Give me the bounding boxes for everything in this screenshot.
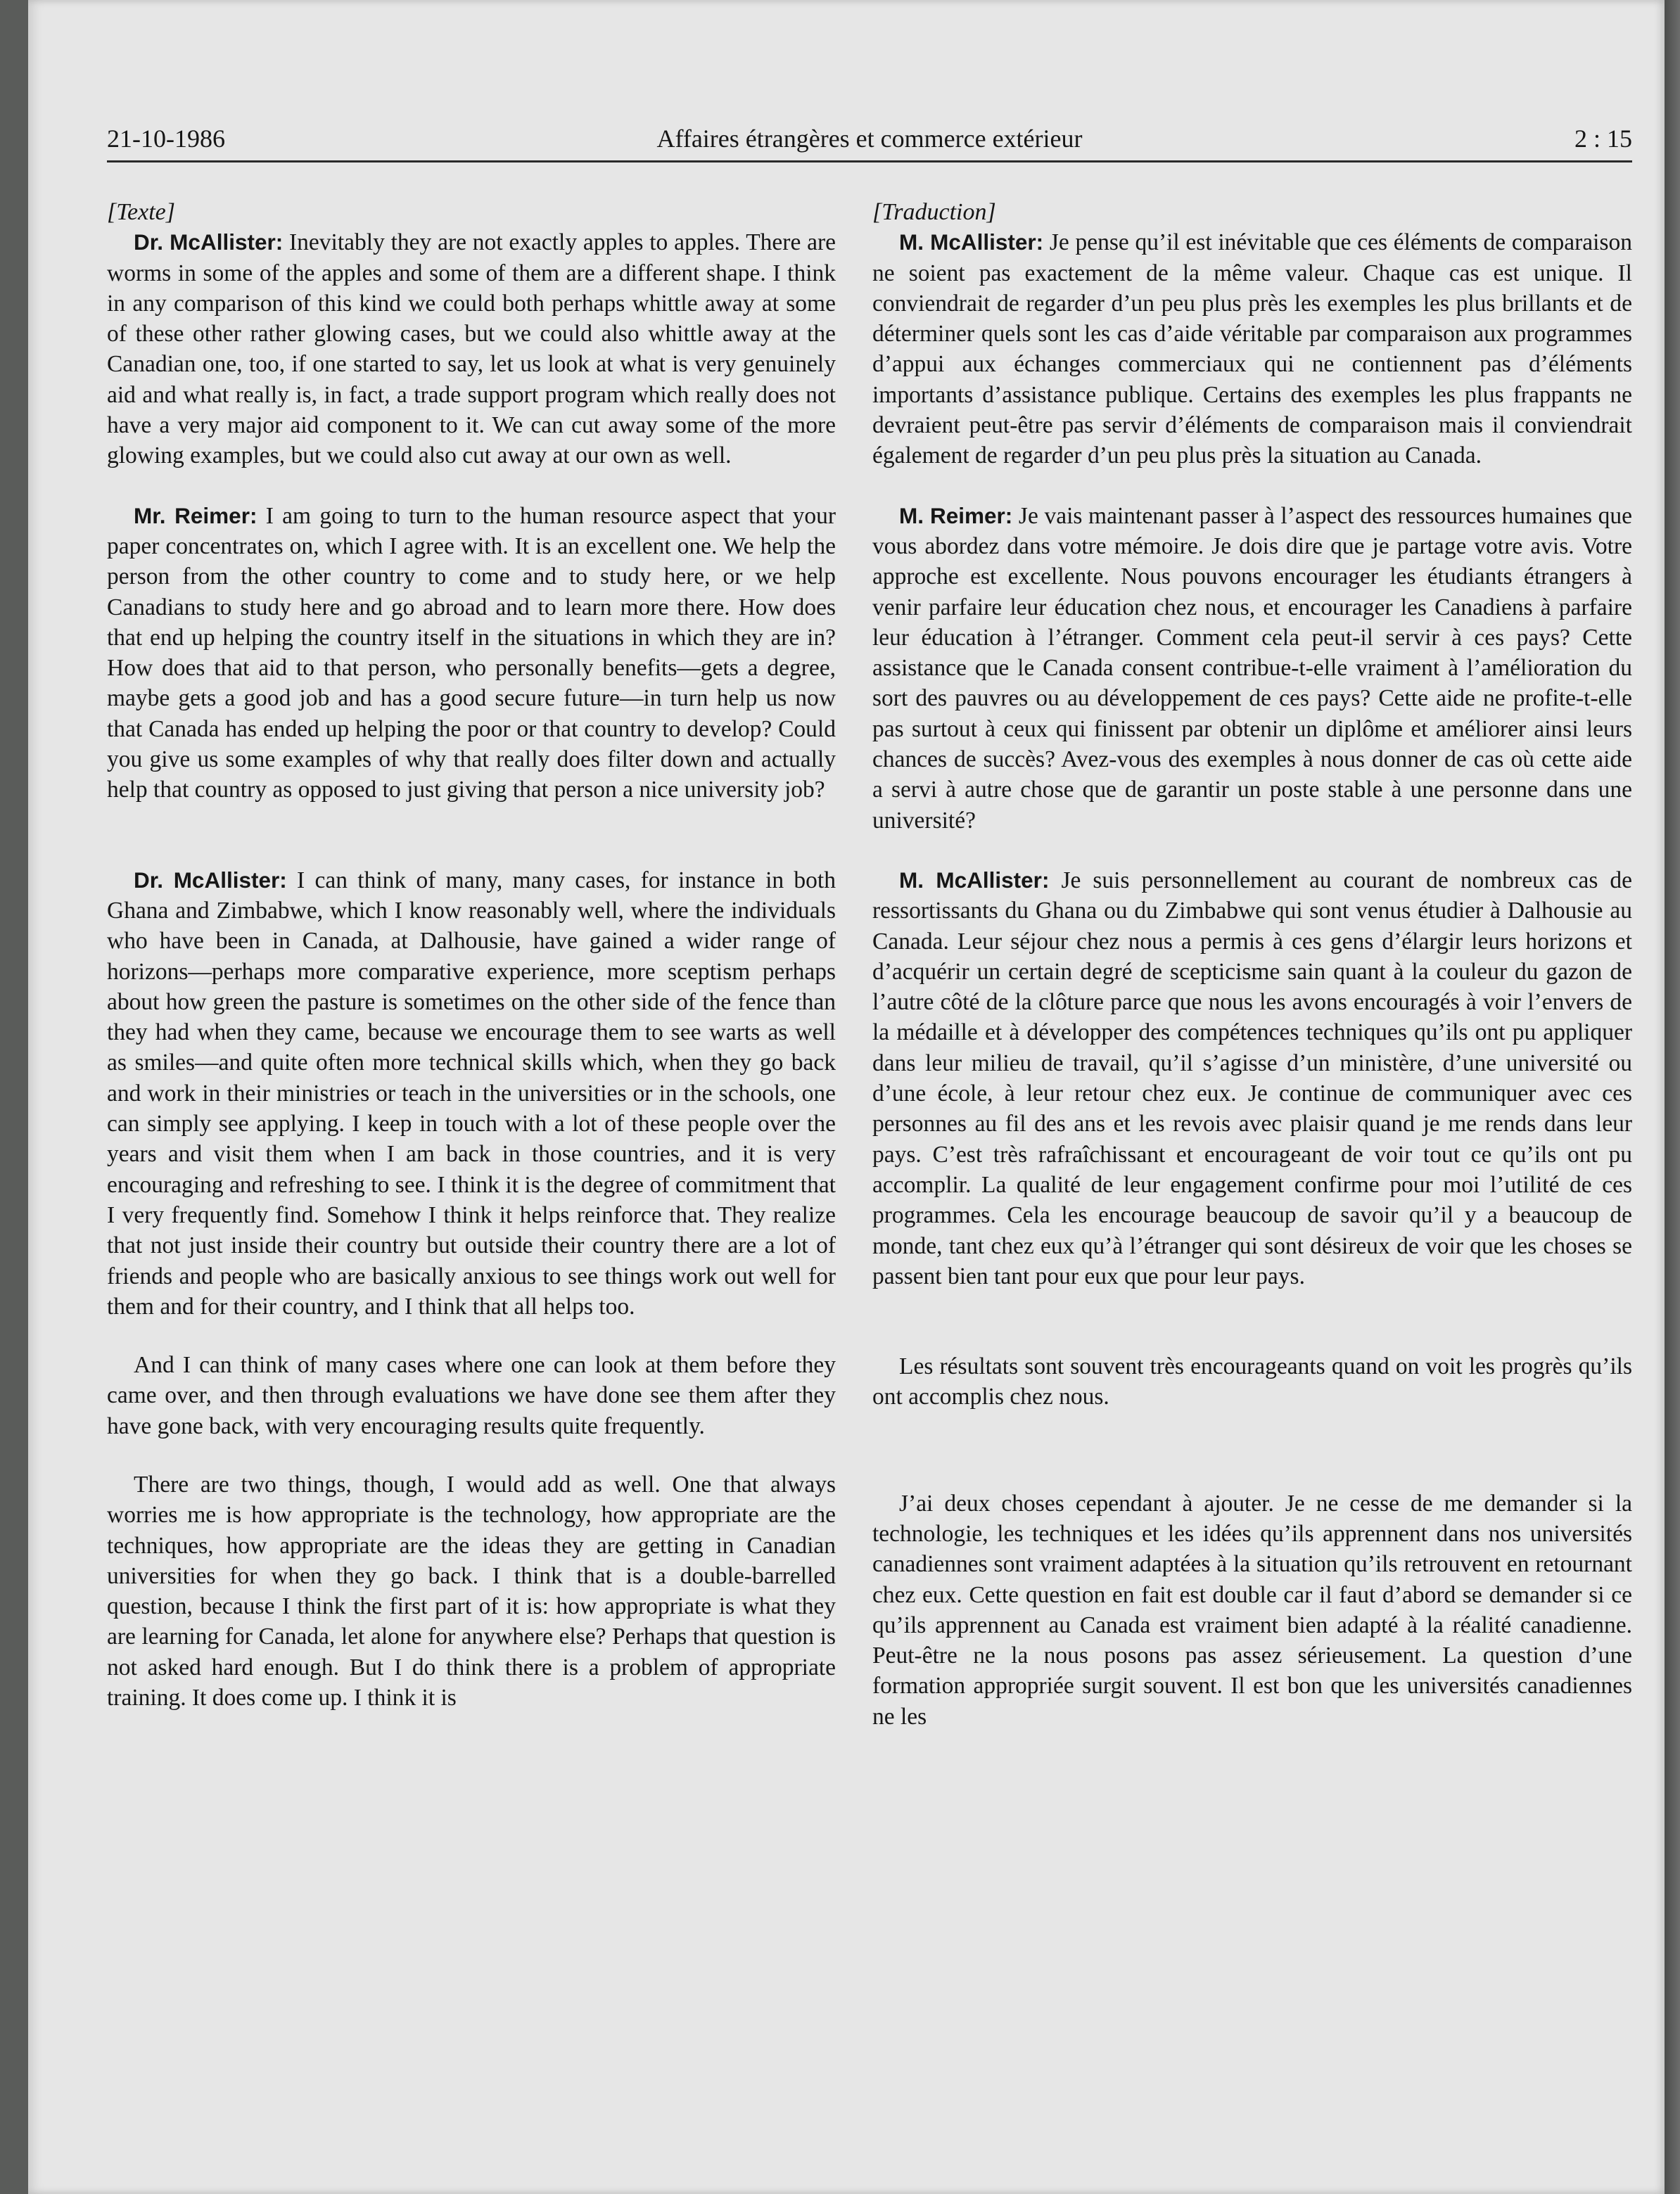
- header-page-number: 2 : 15: [1574, 125, 1632, 153]
- column-label-traduction: [Traduction]: [872, 199, 996, 225]
- paragraph-text: I am going to turn to the human resource aspect that your paper concentrates on, which I agree with. It is an excellent one. We help the person from the other country to come and to study here, or we help Canadians to study here and go abroad and to learn more there. How does that end up helping the country itself in the situations in which they are in? How does that aid to that person, who personally benefits—gets a degree, maybe gets a good job and has a good secure future—in turn help us now that Canada has ended up helping the poor or that country to develop? Could you give us some examples of why that really does filter down and actually help that country as opposed to just giving that person a nice university job?: [107, 502, 836, 803]
- paragraph-text: Je pense qu’il est inévitable que ces éléments de comparaison ne soient pas exactement de la même valeur. Chaque cas est unique. Il conviendrait de regarder d’un peu plus près les exemples les plus brillants et de déterminer quels sont les cas d’aide véritable par comparaison aux programmes d’appui aux échanges commerciaux qui ne contiennent pas d’éléments importants d’assistance publique. Certains des exemples les plus frappants ne devraient peut-être pas servir d’éléments de comparaison mais il conviendrait également de regarder d’un peu plus près la situation au Canada.: [872, 229, 1632, 469]
- paragraph-text: Inevitably they are not exactly apples to apples. There are worms in some of the apples and some of them are a different shape. I think in any comparison of this kind we could both perhaps whittle away at some of these other rather glowing cases, but we could also whittle away at the Canadian one, too, if one started to say, let us look at what is very genuinely aid and what really is, in fact, a trade support program which really does not have a very major aid component to it. We can cut away some of the more glowing examples, but we could also cut away at our own as well.: [107, 229, 836, 469]
- speaker-name: M. McAllister:: [899, 229, 1044, 255]
- document-page: [28, 0, 1665, 2194]
- paragraph-left-2: [107, 501, 836, 805]
- paragraph-left-4: [107, 1350, 836, 1441]
- left-column-english: [107, 197, 836, 1713]
- paragraph-left-1: [107, 227, 836, 471]
- paragraph-text: Je vais maintenant passer à l’aspect des ressources humaines que vous abordez dans votre mémoire. Je dois dire que je partage votre avis. Votre approche est excellente. Nous pouvons encourager les étudiants étrangers à venir parfaire leur éducation chez nous, et encourager les Canadiens à parfaire leur éducation à l’étranger. Comment cela peut-il servir à ces pays? Cette assistance que le Canada consent contribue-t-elle vraiment à l’amélioration du sort des pauvres ou au développement de ces pays? Cette aide ne profite-t-elle pas surtout à ceux qui finissent par obtenir un diplôme et améliorer ainsi leurs chances de succès? Avez-vous des exemples à nous donner de cas où cette aide a servi à autre chose que de garantir un poste stable à une personne dans une université?: [872, 502, 1632, 834]
- paragraph-right-3: [872, 865, 1632, 1291]
- right-column-french: [872, 197, 1632, 1732]
- speaker-name: M. Reimer:: [899, 502, 1013, 528]
- paragraph-left-3: [107, 865, 836, 1322]
- paragraph-right-5: [872, 1488, 1632, 1732]
- paragraph-text: Les résultats sont souvent très encourageants quand on voit les progrès qu’ils ont accomplis chez nous.: [872, 1353, 1632, 1410]
- page-header: [107, 121, 1632, 162]
- speaker-name: Dr. McAllister:: [134, 867, 287, 893]
- speaker-name: Dr. McAllister:: [134, 229, 284, 255]
- header-title: Affaires étrangères et commerce extérieur: [656, 125, 1083, 153]
- paragraph-right-4: [872, 1351, 1632, 1412]
- speaker-name: Mr. Reimer:: [134, 502, 257, 528]
- scanner-edge: [1665, 0, 1680, 2194]
- header-date: 21-10-1986: [107, 125, 225, 153]
- paragraph-text: I can think of many, many cases, for instance in both Ghana and Zimbabwe, which I know reasonably well, where the individuals who have been in Canada, at Dalhousie, have gained a wider range of horizons—perhaps more comparative experience, more sceptism perhaps about how green the pasture is sometimes on the other side of the fence than they had when they came, because we encourage them to see warts as well as smiles—and quite often more technical skills which, when they go back and work in their ministries or teach in the universities or in the schools, one can simply see applying. I keep in touch with a lot of these people over the years and visit them when I am back in those countries, and it is very encouraging and refreshing to see. I think it is the degree of commitment that I very frequently find. Somehow I think it helps reinforce that. They realize that not just inside their country but outside their country there are a lot of friends and people who are basically anxious to see things work out well for them and for their country, and I think that all helps too.: [107, 867, 836, 1320]
- paragraph-text: And I can think of many cases where one can look at them before they came over, and then through evaluations we have done see them after they have gone back, with very encouraging results quite frequently.: [107, 1352, 836, 1439]
- paragraph-text: Je suis personnellement au courant de nombreux cas de ressortissants du Ghana ou du Zimbabwe qui sont venus étudier à Dalhousie au Canada. Leur séjour chez nous a permis à ces gens d’élargir leurs horizons et d’acquérir un certain degré de scepticisme sain quant à la couleur du gazon de l’autre côté de la clôture parce que nous les avons encouragés à voir l’envers de la médaille et à développer des compétences techniques qu’ils ont pu appliquer dans leur milieu de travail, qu’il s’agisse d’un ministère, d’une université ou d’une école, à leur retour chez eux. Je continue de communiquer avec ces personnes au fil des ans et les revois avec plaisir quand je me rends dans leur pays. C’est très rafraîchissant et encourageant de voir tout ce qu’ils ont pu accomplir. La qualité de leur engagement confirme pour moi l’utilité de ces programmes. Cela les encourage beaucoup de savoir qu’il y a beaucoup de monde, tant chez eux qu’à l’étranger qui sont désireux de voir que les choses se passent bien tant pour eux que pour leur pays.: [872, 867, 1632, 1289]
- paragraph-right-2: [872, 501, 1632, 836]
- paragraph-right-1: [872, 227, 1632, 471]
- speaker-name: M. McAllister:: [899, 867, 1050, 893]
- column-label-texte: [Texte]: [107, 199, 175, 225]
- paragraph-text: There are two things, though, I would add as well. One that always worries me is how appropriate is the technology, how appropriate are the techniques, how appropriate are the ideas they are getting in Canadian universities for when they go back. I think that is a double-barrelled question, because I think the first part of it is: how appropriate is what they are learning for Canada, let alone for anywhere else? Perhaps that question is not asked hard enough. But I do think there is a problem of appropriate training. It does come up. I think it is: [107, 1471, 836, 1711]
- paragraph-left-5: [107, 1469, 836, 1713]
- paragraph-text: J’ai deux choses cependant à ajouter. Je ne cesse de me demander si la technologie, les techniques et les idées qu’ils apprennent dans nos universités canadiennes sont vraiment adaptées à la situation qu’ils retrouvent en retournant chez eux. Cette question en fait est double car il faut d’abord se demander si ce qu’ils apprennent au Canada est vraiment bien adapté à la réalité canadienne. Peut-être ne la nous posons pas assez sérieusement. La question d’une formation appropriée surgit souvent. Il est bon que les universités canadiennes ne les: [872, 1490, 1632, 1730]
